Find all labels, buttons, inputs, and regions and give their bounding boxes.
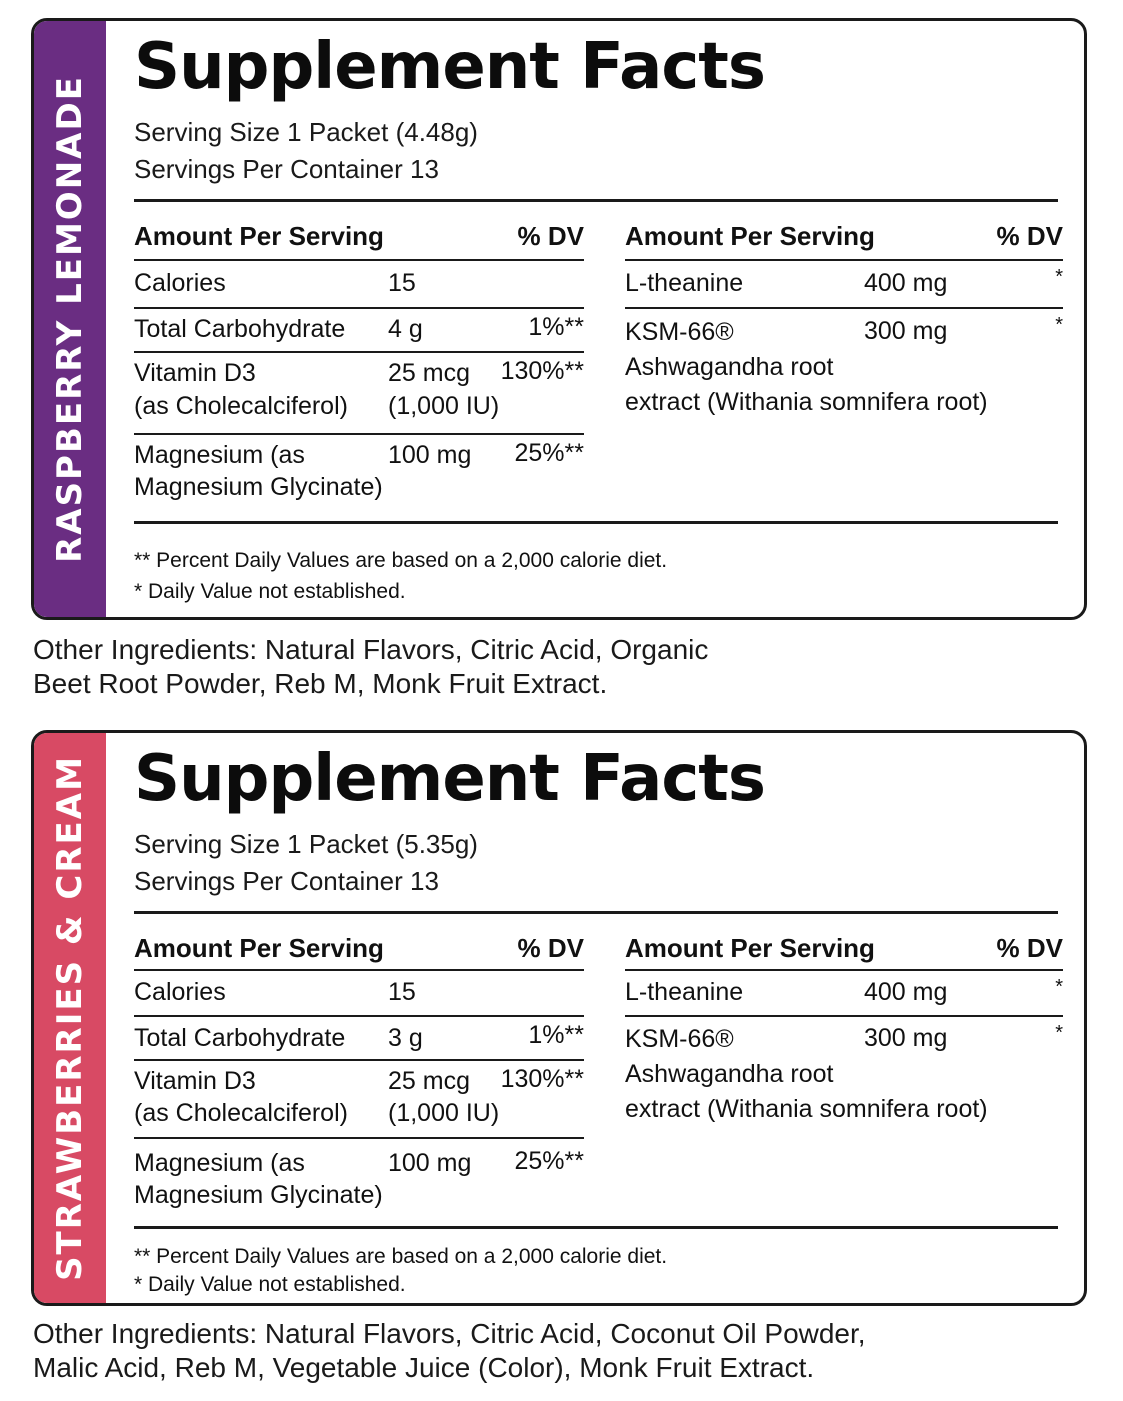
flavor-name: STRAWBERRIES & CREAM xyxy=(50,755,90,1281)
dv-label: % DV xyxy=(517,221,584,251)
nutrient-amount: 25 mcg (1,000 IU) xyxy=(388,359,500,420)
serving-size: Serving Size 1 Packet (5.35g) xyxy=(134,829,478,859)
amount-per-serving-label: Amount Per Serving xyxy=(134,933,384,963)
nutrient-row-magnesium xyxy=(134,433,584,515)
right-nutrient-column xyxy=(625,219,1063,419)
amount-per-serving-label: Amount Per Serving xyxy=(134,221,384,251)
nutrient-amount: 3 g xyxy=(388,1024,423,1052)
nutrient-dv: * xyxy=(1055,266,1063,288)
right-nutrient-column xyxy=(625,931,1063,1127)
nutrient-name: KSM-66® Ashwagandha root extract (Withania somnifera root) xyxy=(625,318,988,416)
footnote-dv-not-established: * Daily Value not established. xyxy=(134,580,406,603)
nutrient-row-ksm-66 xyxy=(625,1015,1063,1127)
nutrient-dv: * xyxy=(1055,976,1063,998)
footnote-dv-not-established: * Daily Value not established. xyxy=(134,1273,406,1296)
nutrient-dv: 25%** xyxy=(514,1147,584,1175)
page-title: Supplement Facts xyxy=(134,742,765,816)
right-column-header xyxy=(625,219,1063,253)
nutrient-name: L-theanine xyxy=(625,269,744,297)
amount-per-serving-label: Amount Per Serving xyxy=(625,221,875,251)
divider-top xyxy=(134,199,1058,202)
nutrient-dv: 130%** xyxy=(500,357,584,385)
nutrient-name: Vitamin D3 (as Cholecalciferol) xyxy=(134,1067,348,1127)
serving-size: Serving Size 1 Packet (4.48g) xyxy=(134,117,478,147)
nutrient-dv: 130%** xyxy=(500,1065,584,1093)
dv-label: % DV xyxy=(996,933,1063,963)
nutrient-amount: 400 mg xyxy=(864,978,948,1006)
nutrient-dv: 25%** xyxy=(514,439,584,467)
nutrient-name: Magnesium (as Magnesium Glycinate) xyxy=(134,441,383,501)
other-ingredients: Other Ingredients: Natural Flavors, Citric Acid, Coconut Oil Powder, Malic Acid, Reb M, Vegetable Juice (Color), Monk Fruit Extract. xyxy=(33,1318,866,1383)
nutrient-row-ksm-66 xyxy=(625,307,1063,419)
dv-label: % DV xyxy=(517,933,584,963)
nutrient-amount: 4 g xyxy=(388,315,423,343)
amount-per-serving-label: Amount Per Serving xyxy=(625,933,875,963)
nutrient-amount: 100 mg xyxy=(388,441,472,469)
supplement-facts-panel-raspberry-lemonade xyxy=(31,18,1087,620)
nutrient-amount: 25 mcg (1,000 IU) xyxy=(388,1067,500,1127)
page-title: Supplement Facts xyxy=(134,30,765,104)
other-ingredients: Other Ingredients: Natural Flavors, Citric Acid, Organic Beet Root Powder, Reb M, Monk Fruit Extract. xyxy=(33,634,709,699)
left-nutrient-column xyxy=(134,219,584,515)
nutrient-amount: 100 mg xyxy=(388,1149,472,1177)
servings-per-container: Servings Per Container 13 xyxy=(134,154,439,184)
divider-bottom xyxy=(134,1226,1058,1229)
nutrient-name: Calories xyxy=(134,269,226,297)
nutrient-name: Magnesium (as Magnesium Glycinate) xyxy=(134,1149,383,1209)
nutrient-dv: 1%** xyxy=(528,1021,584,1049)
nutrient-amount: 15 xyxy=(388,269,416,297)
nutrient-name: L-theanine xyxy=(625,978,744,1006)
servings-per-container: Servings Per Container 13 xyxy=(134,866,439,896)
footnote-percent-dv: ** Percent Daily Values are based on a 2,000 calorie diet. xyxy=(134,549,668,572)
nutrient-amount: 15 xyxy=(388,978,416,1006)
nutrient-row-calories xyxy=(134,969,584,1015)
nutrient-row-l-theanine xyxy=(625,969,1063,1015)
nutrient-amount: 300 mg xyxy=(864,317,948,345)
left-nutrient-column xyxy=(134,931,584,1219)
left-column-header xyxy=(134,219,584,253)
nutrient-row-calories xyxy=(134,259,584,307)
flavor-name: RASPBERRY LEMONADE xyxy=(50,75,90,563)
nutrient-row-vitamin-d3 xyxy=(134,351,584,433)
nutrient-row-vitamin-d3 xyxy=(134,1059,584,1137)
nutrient-row-l-theanine xyxy=(625,259,1063,307)
nutrient-row-total-carbohydrate xyxy=(134,307,584,351)
right-column-header xyxy=(625,931,1063,965)
nutrient-name: Total Carbohydrate xyxy=(134,315,346,343)
facts-content xyxy=(134,21,1063,617)
supplement-facts-panel-strawberries-cream xyxy=(31,730,1087,1306)
facts-content xyxy=(134,733,1063,1303)
nutrient-amount: 400 mg xyxy=(864,269,948,297)
nutrient-row-magnesium xyxy=(134,1137,584,1219)
nutrient-name: Calories xyxy=(134,978,226,1006)
nutrient-name: Total Carbohydrate xyxy=(134,1024,346,1052)
divider-bottom xyxy=(134,521,1058,524)
divider-top xyxy=(134,911,1058,914)
footnote-percent-dv: ** Percent Daily Values are based on a 2,000 calorie diet. xyxy=(134,1245,668,1268)
nutrient-amount: 300 mg xyxy=(864,1024,948,1052)
nutrient-name: Vitamin D3 (as Cholecalciferol) xyxy=(134,359,348,420)
nutrient-dv: * xyxy=(1055,1022,1063,1044)
dv-label: % DV xyxy=(996,221,1063,251)
nutrient-name: KSM-66® Ashwagandha root extract (Withania somnifera root) xyxy=(625,1025,988,1123)
nutrient-dv: * xyxy=(1055,314,1063,336)
left-column-header xyxy=(134,931,584,965)
nutrient-dv: 1%** xyxy=(528,313,584,341)
nutrient-row-total-carbohydrate xyxy=(134,1015,584,1059)
